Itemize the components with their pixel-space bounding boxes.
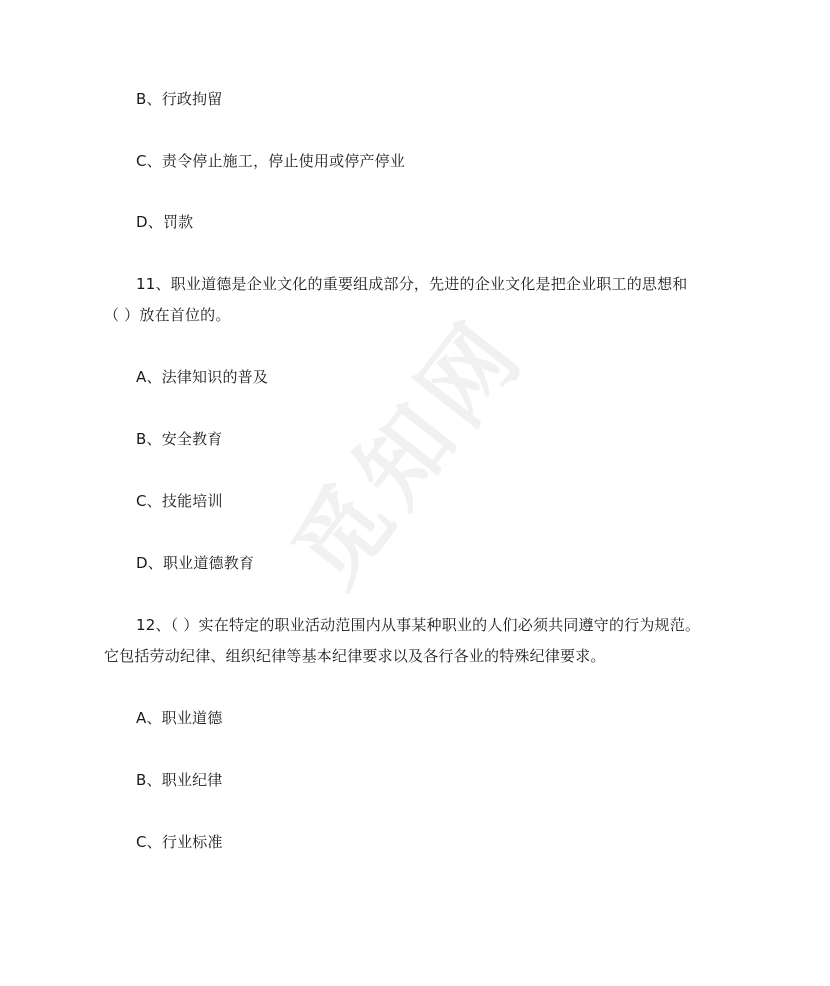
watermark: 觅知网 — [272, 298, 546, 606]
question-11-line-2: （ ）放在首位的。 — [104, 306, 231, 324]
option-c-industry-standard: C、行业标准 — [136, 833, 223, 851]
option-a-professional-ethics: A、职业道德 — [136, 709, 223, 727]
option-c-stop-construction: C、责令停止施工，停止使用或停产停业 — [136, 152, 406, 170]
question-11-line-1: 11、职业道德是企业文化的重要组成部分，先进的企业文化是把企业职工的思想和 — [136, 275, 688, 293]
option-b-professional-discipline: B、职业纪律 — [136, 771, 223, 789]
option-d-fine: D、罚款 — [136, 213, 194, 231]
question-12-line-2: 它包括劳动纪律、组织纪律等基本纪律要求以及各行各业的特殊纪律要求。 — [104, 647, 606, 665]
option-b-administrative-detention: B、行政拘留 — [136, 90, 223, 108]
option-d-ethics-education: D、职业道德教育 — [136, 554, 255, 572]
option-b-safety-education: B、安全教育 — [136, 430, 223, 448]
option-c-skills-training: C、技能培训 — [136, 492, 223, 510]
option-a-law-knowledge: A、法律知识的普及 — [136, 368, 269, 386]
question-12-line-1: 12、（ ）实在特定的职业活动范围内从事某种职业的人们必须共同遵守的行为规范。 — [136, 616, 701, 634]
